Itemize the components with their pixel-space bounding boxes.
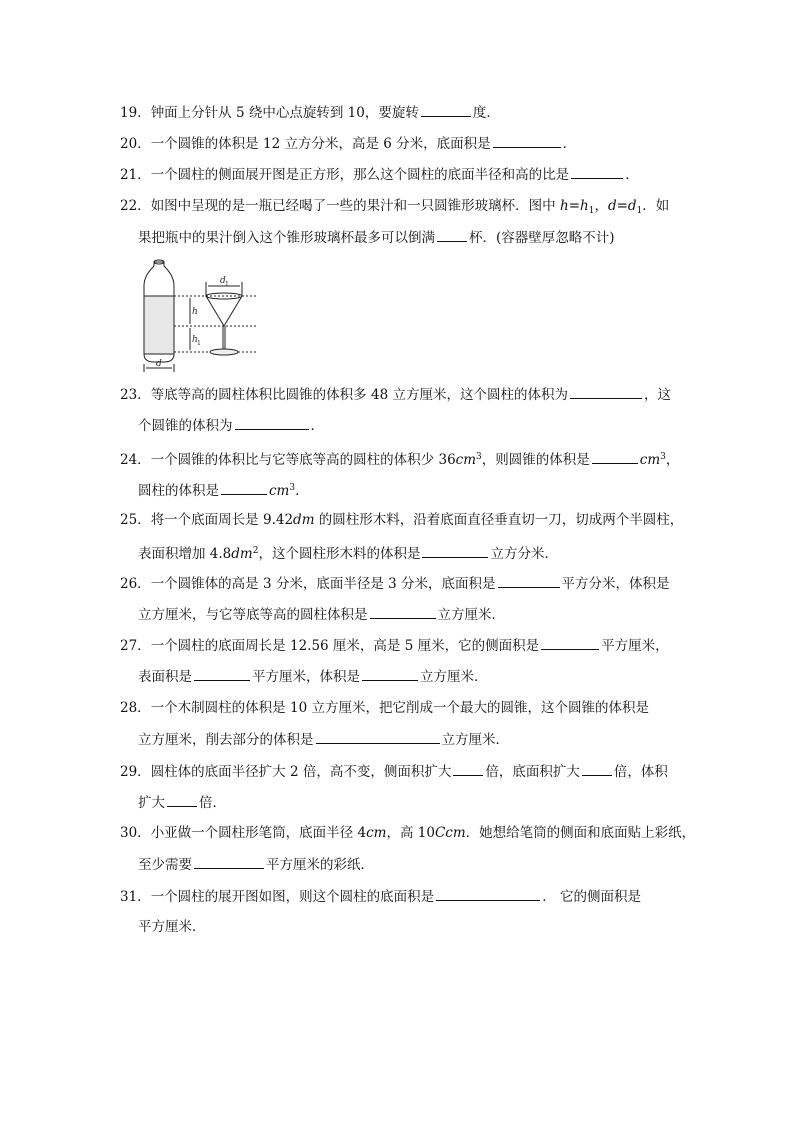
- question-text: 平方厘米，: [601, 638, 669, 654]
- question-text: 圆柱体的底面半径扩大 2 倍，高不变，侧面积扩大: [150, 764, 452, 780]
- label-h1: h: [192, 335, 198, 345]
- question-27-line-1: [120, 635, 669, 656]
- question-text: 小亚做一个圆柱形笔筒，底面半径 4: [150, 825, 367, 841]
- question-text: ．她想给笔筒的侧面和底面贴上彩纸，: [465, 825, 696, 841]
- exponent: 3: [289, 483, 296, 493]
- label-d1: d: [220, 276, 226, 286]
- answer-blank[interactable]: [570, 384, 642, 399]
- answer-blank[interactable]: [422, 543, 488, 558]
- label-h: h: [192, 307, 198, 317]
- question-23-line-1: [120, 384, 671, 405]
- question-23-line-2: [138, 415, 324, 436]
- question-text: 倍．: [199, 795, 226, 811]
- question-text: 果把瓶中的果汁倒入这个锥形玻璃杯最多可以倒满: [138, 230, 435, 246]
- question-26-line-2: [138, 604, 505, 625]
- question-text: 一个圆柱的展开图如图，则这个圆柱的底面积是: [150, 889, 435, 905]
- question-text: 倍，底面积扩大: [485, 764, 580, 780]
- question-22-line-1: [120, 196, 669, 221]
- unit-dm: dm: [293, 512, 315, 528]
- label-d: d: [156, 359, 162, 369]
- cone-side: [206, 296, 224, 326]
- question-text: ，这: [643, 387, 671, 403]
- question-text: 一个圆柱的侧面展开图是正方形，那么这个圆柱的底面半径和高的比是: [150, 167, 570, 183]
- question-text: ．: [295, 483, 309, 499]
- answer-blank[interactable]: [582, 761, 612, 776]
- answer-blank[interactable]: [541, 635, 599, 650]
- answer-blank[interactable]: [421, 102, 471, 117]
- question-number: 28．: [120, 700, 151, 716]
- label-h1-sub: 1: [197, 340, 201, 347]
- unit-cm: cm: [366, 825, 387, 841]
- question-26-line-1: [120, 573, 670, 594]
- answer-blank[interactable]: [453, 761, 483, 776]
- question-29-line-1: [120, 761, 668, 782]
- unit-cm: cm: [455, 452, 477, 468]
- question-21: [120, 164, 639, 185]
- question-number: 31．: [120, 889, 151, 905]
- question-text: 一个圆锥的体积是 12 立方分米，高是 6 分米，底面积是: [150, 136, 491, 152]
- question-text: 平方分米，体积是: [561, 576, 670, 592]
- question-text: 钟面上分针从 5 绕中心点旋转到 10，要旋转: [150, 105, 419, 121]
- question-text: 表面积是: [138, 669, 192, 685]
- exponent: 2: [252, 546, 259, 556]
- bottle-and-cone-figure: [138, 256, 266, 374]
- subscript: 1: [636, 206, 643, 216]
- unit-dm: dm: [231, 546, 253, 562]
- var-d: d: [607, 198, 617, 214]
- question-28-line-1: [120, 698, 649, 718]
- question-text: ，: [665, 452, 680, 468]
- answer-blank[interactable]: [592, 449, 638, 464]
- answer-blank[interactable]: [493, 133, 561, 148]
- question-text: ，这个圆柱形木料的体积是: [258, 546, 421, 562]
- unit-cm: cm: [269, 483, 290, 499]
- question-text: ．如: [642, 198, 670, 214]
- answer-blank[interactable]: [498, 573, 560, 588]
- question-text: 一个圆锥体的高是 3 分米，底面半径是 3 分米，底面积是: [150, 576, 496, 592]
- question-text: ．: [562, 136, 577, 152]
- question-text: 一个木制圆柱的体积是 10 立方厘米，把它削成一个最大的圆锥，这个圆锥的体积是: [150, 700, 649, 716]
- question-number: 19．: [120, 105, 151, 121]
- question-text: 的圆柱形木料，沿着底面直径垂直切一刀，切成两个半圆柱，: [314, 512, 684, 528]
- question-text: 至少需要: [138, 857, 192, 873]
- question-text: ，高 10: [386, 825, 435, 841]
- question-text: 平方厘米，体积是: [252, 669, 360, 685]
- label-d1-sub: 1: [225, 281, 229, 288]
- answer-blank[interactable]: [316, 729, 440, 744]
- var-h1: h: [580, 198, 589, 214]
- answer-blank[interactable]: [235, 415, 309, 430]
- question-text: 立方分米．: [490, 546, 558, 562]
- answer-blank[interactable]: [436, 886, 540, 901]
- question-25-line-1: [120, 510, 683, 530]
- question-30-line-1: [120, 823, 695, 843]
- question-text: 将一个底面周长是 9.42: [150, 512, 294, 528]
- question-text: 等底等高的圆柱体积比圆锥的体积多 48 立方厘米，这个圆柱的体积为: [150, 387, 568, 403]
- question-number: 30．: [120, 825, 151, 841]
- question-text: 平方厘米．: [138, 919, 206, 935]
- question-27-line-2: [138, 666, 488, 687]
- answer-blank[interactable]: [194, 666, 250, 681]
- unit-cm: cm: [639, 452, 661, 468]
- question-19: [120, 102, 500, 123]
- cone-side: [224, 296, 242, 326]
- question-number: 23．: [120, 387, 151, 403]
- question-25-line-2: [138, 541, 558, 564]
- question-text: 立方厘米，削去部分的体积是: [138, 732, 314, 748]
- question-text: 立方厘米．: [437, 607, 505, 623]
- question-text: 一个圆锥的体积比与它等底等高的圆柱的体积少 36: [150, 452, 456, 468]
- unit-ccm: Ccm: [434, 825, 466, 841]
- question-text: 一个圆柱的底面周长是 12.56 厘米，高是 5 厘米，它的侧面积是: [150, 638, 540, 654]
- question-text: 度．: [472, 105, 500, 121]
- question-number: 25．: [120, 512, 151, 528]
- question-31-line-1: [120, 886, 641, 907]
- question-number: 21．: [120, 167, 151, 183]
- answer-blank[interactable]: [362, 666, 418, 681]
- question-text: ．: [625, 167, 639, 183]
- question-24-line-1: [120, 447, 679, 470]
- question-text: 表面积增加 4.8: [138, 546, 232, 562]
- question-29-line-2: [138, 792, 226, 813]
- question-number: 20．: [120, 136, 151, 152]
- question-number: 29．: [120, 764, 151, 780]
- equals-sign: =: [568, 198, 580, 214]
- answer-blank[interactable]: [194, 854, 264, 869]
- question-22-line-2: [138, 227, 615, 248]
- answer-blank[interactable]: [370, 604, 436, 619]
- answer-blank[interactable]: [571, 164, 623, 179]
- question-31-line-2: [138, 917, 206, 937]
- question-24-line-2: [138, 478, 309, 501]
- answer-blank[interactable]: [221, 480, 267, 495]
- question-text: 个圆锥的体积为: [138, 418, 233, 434]
- question-number: 24．: [120, 452, 151, 468]
- question-text: 立方厘米．: [441, 732, 509, 748]
- juice-level: [145, 296, 174, 354]
- answer-blank[interactable]: [167, 792, 197, 807]
- question-text: 圆柱的体积是: [138, 483, 219, 499]
- question-text: 立方厘米．: [420, 669, 488, 685]
- question-number: 22．: [120, 198, 151, 214]
- subscript: 1: [588, 206, 595, 216]
- exponent: 3: [476, 452, 482, 462]
- question-text: 扩大: [138, 795, 165, 811]
- comma: ，: [594, 198, 608, 214]
- cone-base: [210, 349, 238, 355]
- question-text: 立方厘米，与它等底等高的圆柱体积是: [138, 607, 368, 623]
- question-30-line-2: [138, 854, 374, 875]
- exponent: 3: [660, 452, 666, 462]
- question-text: ．: [310, 418, 324, 434]
- question-text: 如图中呈现的是一瓶已经喝了一些的果汁和一只圆锥形玻璃杯．图中: [150, 198, 560, 214]
- question-text: 杯．(容器壁厚忽略不计): [469, 230, 615, 246]
- question-number: 27．: [120, 638, 151, 654]
- question-text: ． 它的侧面积是: [542, 889, 641, 905]
- var-h: h: [559, 198, 569, 214]
- question-text: 倍，体积: [613, 764, 668, 780]
- equals-sign: =: [616, 198, 628, 214]
- question-28-line-2: [138, 729, 509, 750]
- var-d1: d: [627, 198, 637, 214]
- question-text: ，则圆锥的体积是: [481, 452, 590, 468]
- answer-blank[interactable]: [437, 227, 467, 242]
- question-number: 26．: [120, 576, 151, 592]
- question-20: [120, 133, 576, 154]
- question-text: 平方厘米的彩纸．: [266, 857, 374, 873]
